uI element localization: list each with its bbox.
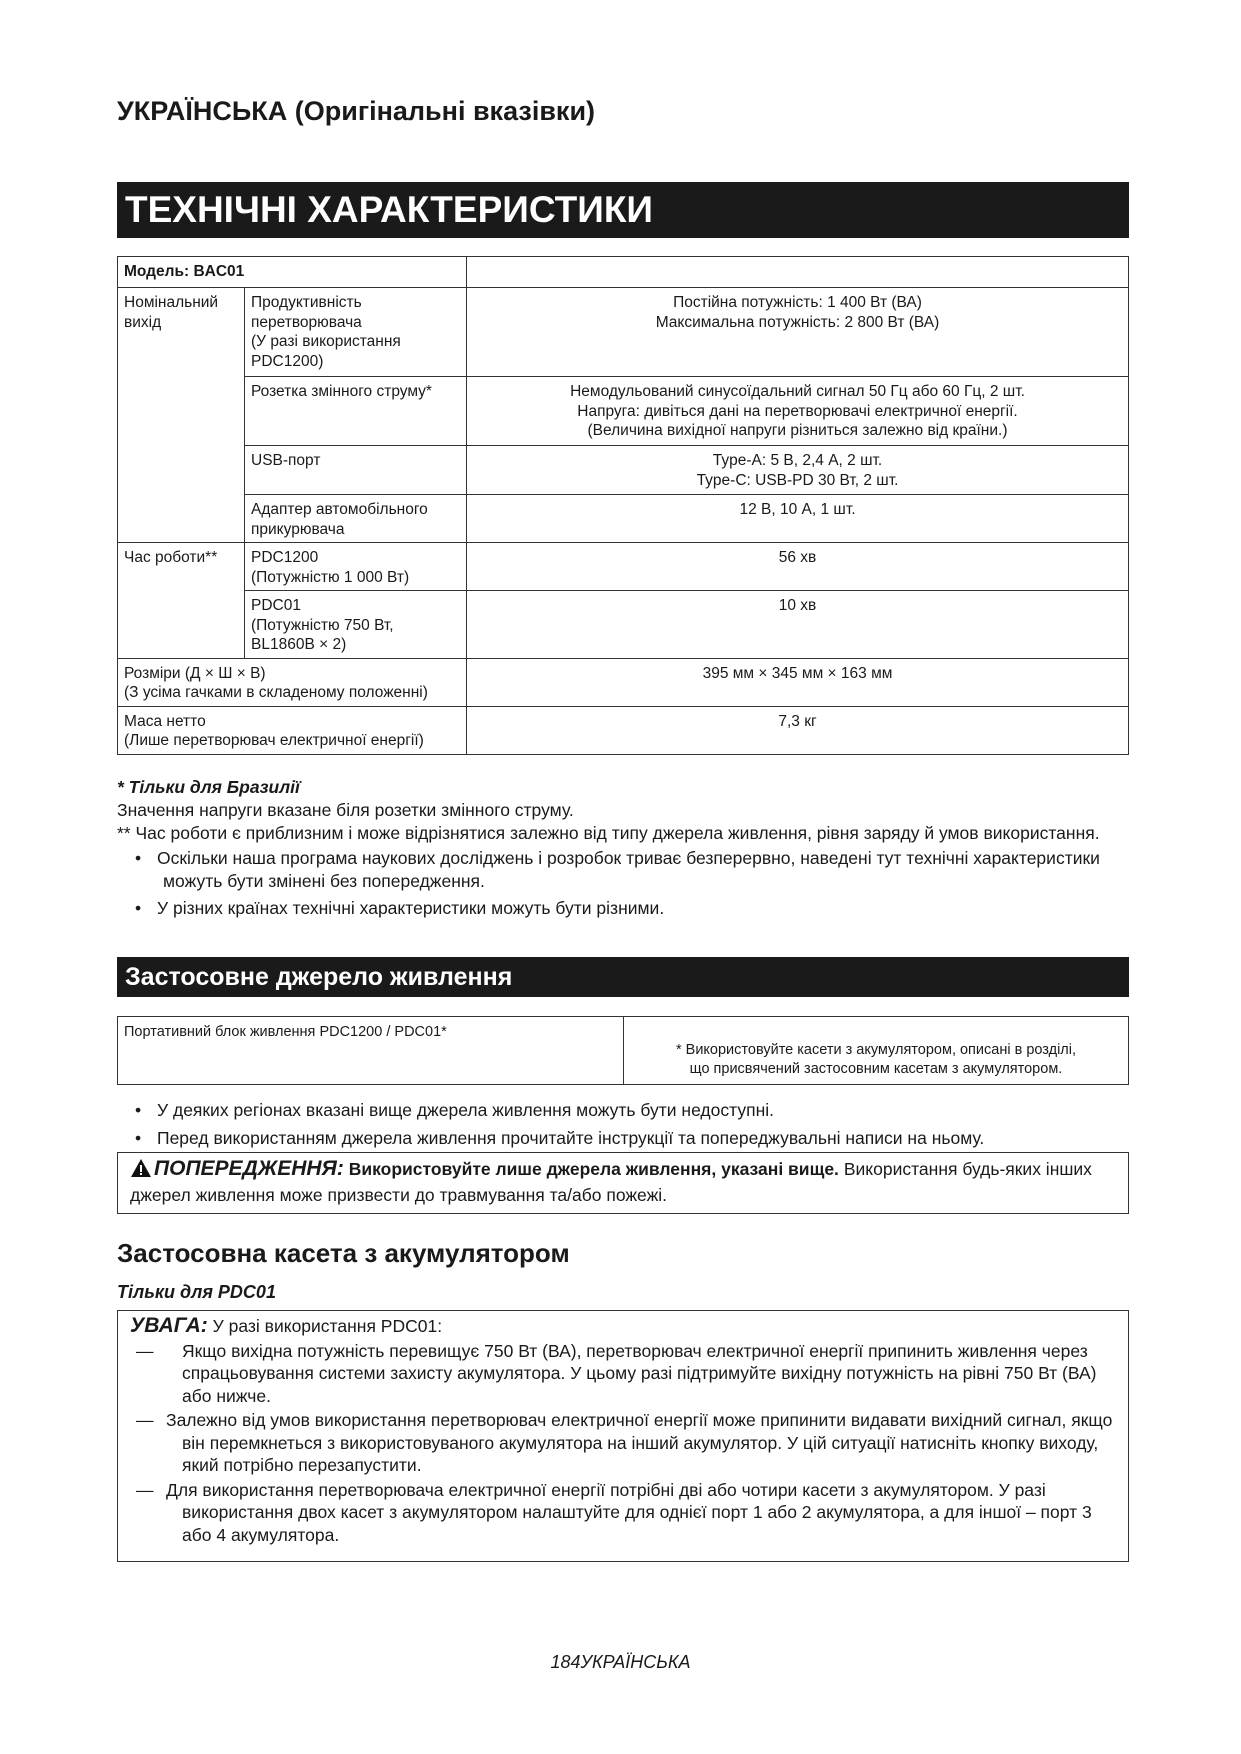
battery-section-title: Застосовна касета з акумулятором bbox=[117, 1238, 570, 1268]
list-item: • Оскільки наша програма наукових досліджень і розробок триває безперервно, наведені тут технічні характеристики можуть бути змінені без попередження. bbox=[135, 848, 1100, 891]
power-source-notes bbox=[117, 1096, 1129, 1152]
pdc01-value: 10 хв bbox=[467, 591, 1129, 659]
pdc01-label: PDC01 (Потужністю 750 Вт, BL1860B × 2) bbox=[245, 591, 467, 659]
spec-notes bbox=[117, 776, 1129, 920]
list-item: — Залежно від умов використання перетворювач електричної енергії може припинити видавати вихідний сигнал, якщо він перемкнеться з використовуваного акумулятора на інший акумулятор. У цій ситуації натисніть кнопку виходу, який потрібно перезапустити. bbox=[136, 1410, 1113, 1475]
converter-capacity-value: Постійна потужність: 1 400 Вт (ВА) Максимальна потужність: 2 800 Вт (ВА) bbox=[467, 288, 1129, 377]
spec-table bbox=[117, 256, 1129, 755]
power-source-table bbox=[117, 1016, 1129, 1085]
usb-label: USB-порт bbox=[245, 446, 467, 495]
table-row bbox=[118, 591, 1129, 659]
page-footer: 184УКРАЇНСЬКА bbox=[550, 1652, 691, 1672]
battery-only-note: Тільки для PDC01 bbox=[117, 1282, 276, 1302]
list-item: — Якщо вихідна потужність перевищує 750 Вт (ВА), перетворювач електричної енергії припинить живлення через спрацьовування системи захисту акумулятора. У цьому разі підтримуйте вихідну потужність на рівні 750 Вт (ВА) або нижче. bbox=[136, 1340, 1097, 1406]
run-time-label: Час роботи** bbox=[118, 543, 245, 659]
table-row bbox=[118, 495, 1129, 543]
table-row bbox=[118, 257, 1129, 288]
specs-banner: ТЕХНІЧНІ ХАРАКТЕРИСТИКИ bbox=[117, 182, 1129, 238]
ac-outlet-value: Немодульований синусоїдальний сигнал 50 Гц або 60 Гц, 2 шт. Напруга: дивіться дані на перетворювачі електричної енергії. (Величина вихідної напруги різниться залежно від країни.) bbox=[467, 377, 1129, 446]
brazil-note-title: * Тільки для Бразилії bbox=[117, 777, 300, 797]
bullet-icon: • bbox=[135, 1100, 142, 1120]
car-adapter-label: Адаптер автомобільного прикурювача bbox=[245, 495, 467, 543]
list-item: • У деяких регіонах вказані вище джерела живлення можуть бути недоступні. bbox=[117, 1096, 1129, 1124]
warning-icon bbox=[130, 1158, 152, 1184]
dims-label: Розміри (Д × Ш × В) (З усіма гачками в складеному положенні) bbox=[118, 658, 467, 706]
caution-intro: У разі використання PDC01: bbox=[212, 1316, 443, 1336]
table-row bbox=[118, 706, 1129, 754]
list-item: • У різних країнах технічні характеристики можуть бути різними. bbox=[135, 898, 665, 918]
usb-value: Type-A: 5 В, 2,4 А, 2 шт. Type-C: USB-PD 30 Вт, 2 шт. bbox=[467, 446, 1129, 495]
table-row bbox=[118, 1017, 1129, 1085]
car-adapter-value: 12 В, 10 А, 1 шт. bbox=[467, 495, 1129, 543]
caution-title: УВАГА: bbox=[130, 1314, 208, 1337]
pdc1200-value: 56 хв bbox=[467, 543, 1129, 591]
table-row bbox=[118, 446, 1129, 495]
power-source-banner: Застосовне джерело живлення bbox=[117, 957, 1129, 997]
converter-capacity-label: Продуктивність перетворювача (У разі використання PDC1200) bbox=[245, 288, 467, 377]
warning-strong: Використовуйте лише джерела живлення, указані вище. bbox=[348, 1159, 839, 1179]
model-value-empty bbox=[467, 257, 1129, 288]
mass-value: 7,3 кг bbox=[467, 706, 1129, 754]
list-item: • Перед використанням джерела живлення прочитайте інструкції та попереджувальні написи на ньому. bbox=[117, 1124, 1129, 1152]
table-row bbox=[118, 543, 1129, 591]
table-row bbox=[118, 658, 1129, 706]
bullet-icon: • bbox=[135, 848, 142, 868]
dash-icon: — bbox=[136, 1479, 154, 1500]
table-row bbox=[118, 288, 1129, 377]
model-label: Модель: BAC01 bbox=[118, 257, 467, 288]
dims-value: 395 мм × 345 мм × 163 мм bbox=[467, 658, 1129, 706]
mass-label: Маса нетто (Лише перетворювач електричної енергії) bbox=[118, 706, 467, 754]
table-row bbox=[118, 377, 1129, 446]
warning-title: ПОПЕРЕДЖЕННЯ: bbox=[154, 1157, 344, 1180]
rated-output-label: Номінальний вихід bbox=[118, 288, 245, 543]
power-source-name: Портативний блок живлення PDC1200 / PDC01* bbox=[118, 1017, 624, 1085]
ac-outlet-label: Розетка змінного струму* bbox=[245, 377, 467, 446]
runtime-note: ** Час роботи є приблизним і може відрізнятися залежно від типу джерела живлення, рівня заряду й умов використання. bbox=[117, 823, 1100, 843]
brazil-note-text: Значення напруги вказане біля розетки змінного струму. bbox=[117, 800, 574, 820]
bullet-icon: • bbox=[135, 1128, 142, 1148]
bullet-icon: • bbox=[135, 898, 142, 918]
dash-icon: — bbox=[136, 1340, 154, 1361]
dash-icon: — bbox=[136, 1410, 154, 1430]
pdc1200-label: PDC1200 (Потужністю 1 000 Вт) bbox=[245, 543, 467, 591]
list-item: — Для використання перетворювача електричної енергії потрібні дві або чотири касети з акумулятором. У разі використання двох касет з акумулятором налаштуйте для однієї порт 1 або 2 акумулятора, а для іншої – порт 3 або 4 акумулятора. bbox=[136, 1479, 1092, 1545]
warning-box bbox=[117, 1152, 1129, 1214]
language-title: УКРАЇНСЬКА (Оригінальні вказівки) bbox=[117, 96, 596, 126]
power-source-note: * Використовуйте касети з акумулятором, описані в розділі, що присвячений застосовним касетам з акумулятором. bbox=[624, 1017, 1129, 1085]
caution-box bbox=[117, 1310, 1129, 1562]
warning-text: Використання будь-яких інших джерел живлення може призвести до травмування та/або пожежі. bbox=[130, 1159, 1092, 1205]
